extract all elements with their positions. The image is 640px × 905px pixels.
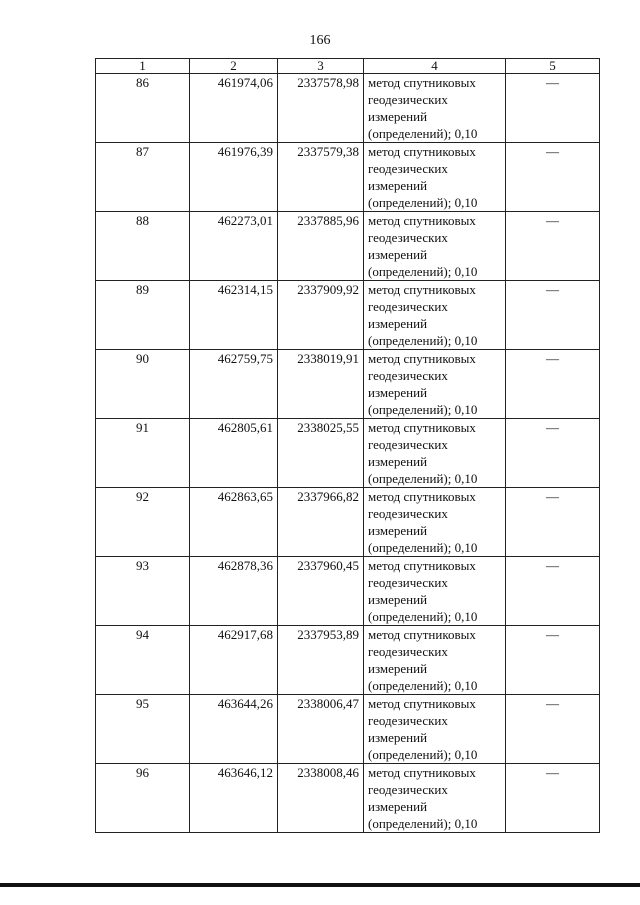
cell-y-coordinate: 2337966,82 [278, 488, 364, 557]
header-col-5: 5 [506, 59, 600, 74]
cell-y-coordinate: 2338019,91 [278, 350, 364, 419]
cell-y-coordinate: 2337885,96 [278, 212, 364, 281]
cell-note: — [506, 695, 600, 764]
cell-x-coordinate: 462878,36 [190, 557, 278, 626]
cell-y-coordinate: 2337909,92 [278, 281, 364, 350]
cell-x-coordinate: 462805,61 [190, 419, 278, 488]
table-row [96, 626, 600, 695]
cell-note: — [506, 419, 600, 488]
cell-point-number: 96 [96, 764, 190, 833]
cell-method-accuracy: метод спутниковых геодезических измерений (определений); 0,10 [364, 695, 506, 764]
table-row [96, 212, 600, 281]
table-body [96, 74, 600, 833]
cell-note: — [506, 626, 600, 695]
cell-point-number: 92 [96, 488, 190, 557]
cell-point-number: 88 [96, 212, 190, 281]
header-col-1: 1 [96, 59, 190, 74]
table-row [96, 488, 600, 557]
cell-x-coordinate: 462917,68 [190, 626, 278, 695]
coordinates-table [95, 58, 600, 833]
cell-note: — [506, 350, 600, 419]
cell-method-accuracy: метод спутниковых геодезических измерений (определений); 0,10 [364, 281, 506, 350]
header-col-4: 4 [364, 59, 506, 74]
cell-point-number: 93 [96, 557, 190, 626]
cell-point-number: 89 [96, 281, 190, 350]
cell-method-accuracy: метод спутниковых геодезических измерений (определений); 0,10 [364, 557, 506, 626]
cell-x-coordinate: 461976,39 [190, 143, 278, 212]
cell-method-accuracy: метод спутниковых геодезических измерений (определений); 0,10 [364, 350, 506, 419]
cell-method-accuracy: метод спутниковых геодезических измерений (определений); 0,10 [364, 74, 506, 143]
cell-note: — [506, 74, 600, 143]
header-row [96, 59, 600, 74]
cell-method-accuracy: метод спутниковых геодезических измерений (определений); 0,10 [364, 764, 506, 833]
cell-point-number: 87 [96, 143, 190, 212]
cell-y-coordinate: 2337960,45 [278, 557, 364, 626]
cell-x-coordinate: 463644,26 [190, 695, 278, 764]
cell-method-accuracy: метод спутниковых геодезических измерений (определений); 0,10 [364, 143, 506, 212]
cell-method-accuracy: метод спутниковых геодезических измерений (определений); 0,10 [364, 419, 506, 488]
cell-x-coordinate: 462273,01 [190, 212, 278, 281]
cell-point-number: 90 [96, 350, 190, 419]
cell-y-coordinate: 2337579,38 [278, 143, 364, 212]
cell-note: — [506, 488, 600, 557]
cell-method-accuracy: метод спутниковых геодезических измерений (определений); 0,10 [364, 212, 506, 281]
cell-y-coordinate: 2338006,47 [278, 695, 364, 764]
table-row [96, 419, 600, 488]
cell-method-accuracy: метод спутниковых геодезических измерений (определений); 0,10 [364, 626, 506, 695]
table-row [96, 143, 600, 212]
table-row [96, 764, 600, 833]
bottom-rule [0, 883, 640, 887]
cell-note: — [506, 143, 600, 212]
cell-x-coordinate: 461974,06 [190, 74, 278, 143]
cell-y-coordinate: 2338025,55 [278, 419, 364, 488]
header-col-2: 2 [190, 59, 278, 74]
cell-x-coordinate: 462314,15 [190, 281, 278, 350]
cell-method-accuracy: метод спутниковых геодезических измерений (определений); 0,10 [364, 488, 506, 557]
cell-x-coordinate: 462863,65 [190, 488, 278, 557]
cell-point-number: 91 [96, 419, 190, 488]
header-col-3: 3 [278, 59, 364, 74]
cell-note: — [506, 557, 600, 626]
table-row [96, 281, 600, 350]
table-row [96, 74, 600, 143]
table-row [96, 695, 600, 764]
cell-x-coordinate: 463646,12 [190, 764, 278, 833]
cell-y-coordinate: 2338008,46 [278, 764, 364, 833]
cell-point-number: 95 [96, 695, 190, 764]
cell-note: — [506, 281, 600, 350]
cell-point-number: 86 [96, 74, 190, 143]
cell-x-coordinate: 462759,75 [190, 350, 278, 419]
table-row [96, 557, 600, 626]
cell-y-coordinate: 2337578,98 [278, 74, 364, 143]
cell-note: — [506, 764, 600, 833]
table-row [96, 350, 600, 419]
cell-note: — [506, 212, 600, 281]
page-number: 166 [309, 33, 331, 48]
cell-point-number: 94 [96, 626, 190, 695]
cell-y-coordinate: 2337953,89 [278, 626, 364, 695]
